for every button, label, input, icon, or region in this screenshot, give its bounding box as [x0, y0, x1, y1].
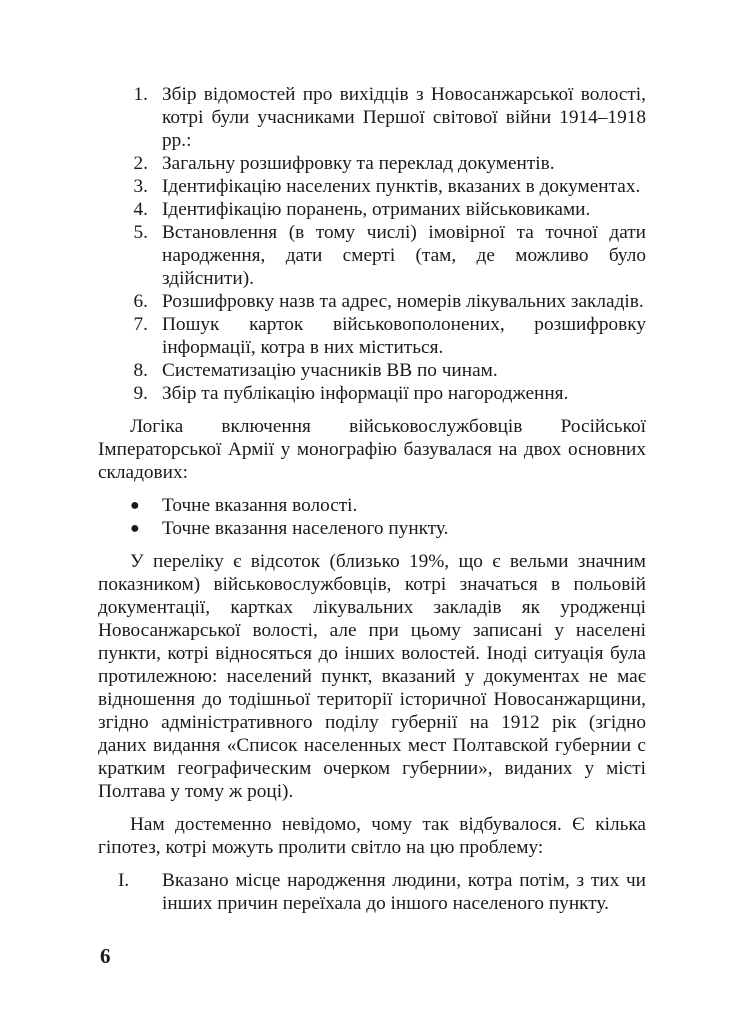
list-number: 4. [133, 199, 148, 220]
list-number: I. [118, 870, 130, 891]
list-item [98, 83, 646, 152]
bullet-list [98, 494, 646, 540]
list-number: 6. [133, 291, 148, 312]
page-content [98, 83, 646, 915]
list-item [98, 152, 646, 175]
list-text: Встановлення (в тому числі) імовірної та точної дати народження, дати смерті (там, де можливо було здійснити). [162, 222, 646, 289]
list-number: 9. [133, 383, 148, 404]
list-number: 5. [133, 222, 148, 243]
task-list [98, 83, 646, 405]
list-text: Точне вказання населеного пункту. [162, 518, 449, 539]
list-number: 8. [133, 360, 148, 381]
list-text: Вказано місце народження людини, котра потім, з тих чи інших причин переїхала до іншого населеного пункту. [162, 870, 646, 914]
list-text: Розшифровку назв та адрес, номерів лікувальних закладів. [162, 291, 644, 312]
list-text: Ідентифікацію поранень, отриманих військовиками. [162, 199, 591, 220]
list-text: Систематизацію учасників ВВ по чинам. [162, 360, 498, 381]
paragraph-logic: Логіка включення військовослужбовців Російської Імператорської Армії у монографію базувалася на двох основних складових: [98, 416, 646, 483]
list-number: 1. [133, 84, 148, 105]
paragraph-hypotheses: Нам достеменно невідомо, чому так відбувалося. Є кілька гіпотез, котрі можуть пролити світло на цю проблему: [98, 814, 646, 858]
list-item [98, 359, 646, 382]
list-text: Точне вказання волості. [162, 495, 358, 516]
list-number: 7. [133, 314, 148, 335]
list-item [98, 382, 646, 405]
hypotheses-list [98, 869, 646, 915]
list-text: Збір відомостей про вихідців з Новосанжарської волості, котрі були учасниками Першої світової війни 1914–1918 рр.: [162, 84, 646, 151]
list-text: Пошук карток військовополонених, розшифровку інформації, котра в них міститься. [162, 314, 646, 358]
list-number: 3. [133, 176, 148, 197]
list-number: 2. [133, 153, 148, 174]
bullet-icon: ● [130, 497, 140, 514]
list-item [98, 517, 646, 540]
list-item [98, 175, 646, 198]
list-item [98, 869, 646, 915]
list-item [98, 221, 646, 290]
bullet-icon: ● [130, 520, 140, 537]
list-text: Загальну розшифровку та переклад документів. [162, 153, 555, 174]
list-item [98, 494, 646, 517]
paragraph-percent: У переліку є відсоток (близько 19%, що є вельми значним показником) військовослужбовців, котрі значаться в польовій документації, картках лікувальних закладів як уродженці Новосанжарської волості, але при цьому записані у населені пункти, котрі відносяться до інших волостей. Іноді ситуація була протилежною: населений пункт, вказаний у документах не має відношення до тодішньої території історичної Новосанжарщини, згідно адміністративного поділу губернії на 1912 рік (згідно даних видання «Список населенных мест Полтавской губернии с кратким географическим очерком губернии», виданих у місті Полтава у тому ж році). [98, 551, 646, 802]
list-item [98, 290, 646, 313]
list-text: Ідентифікацію населених пунктів, вказаних в документах. [162, 176, 641, 197]
list-item [98, 198, 646, 221]
page-number: 6 [100, 944, 111, 968]
list-text: Збір та публікацію інформації про нагородження. [162, 383, 569, 404]
list-item [98, 313, 646, 359]
